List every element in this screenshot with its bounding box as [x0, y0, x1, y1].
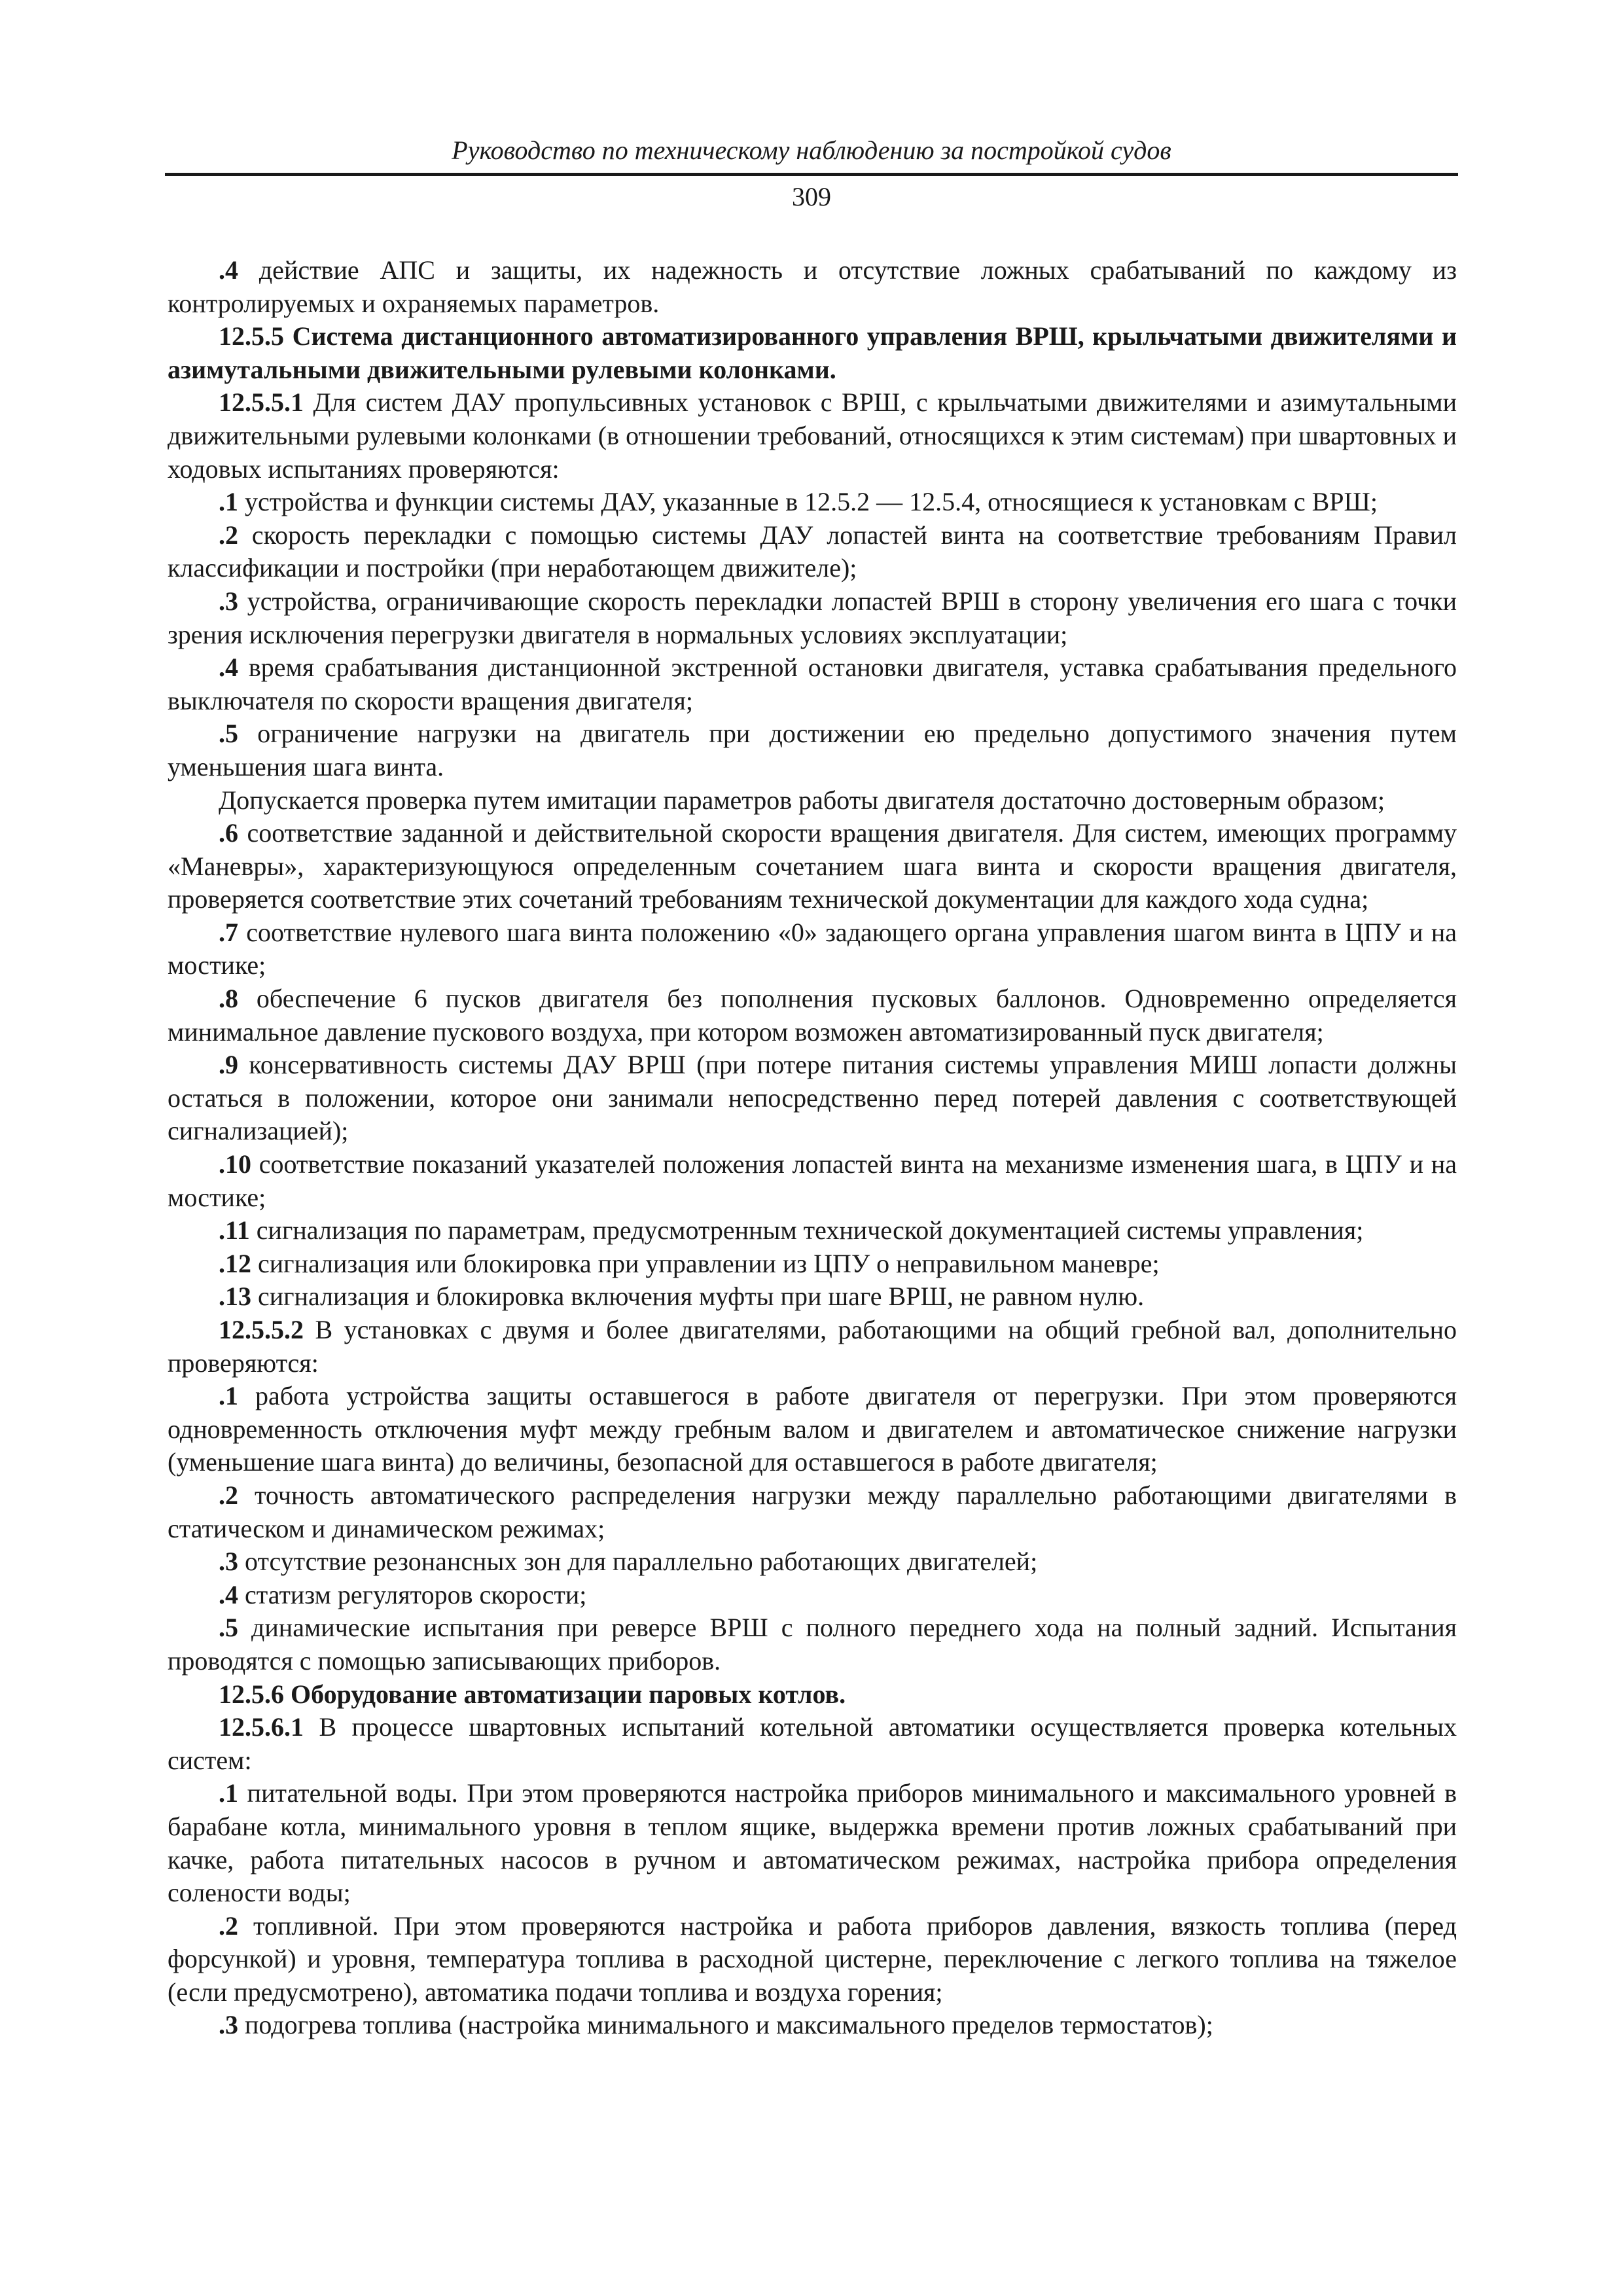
item-number: .3 [219, 1547, 238, 1577]
item-number: .7 [219, 917, 238, 947]
section-heading-12-5-5: 12.5.5 Система дистанционного автоматизированного управления ВРШ, крыльчатыми движителями и азимутальными движительными рулевыми колонками. [168, 321, 1457, 384]
list-item [168, 1545, 1457, 1579]
paragraph-text: обеспечение 6 пусков двигателя без пополнения пусковых баллонов. Одновременно определяется минимальное давление пускового воздуха, при котором возможен автоматизированный пуск двигателя; [168, 984, 1457, 1047]
paragraph-text: ограничение нагрузки на двигатель при достижении ею предельно допустимого значения путем уменьшения шага винта. [168, 719, 1457, 781]
item-number: .1 [219, 1778, 238, 1808]
paragraph-text: точность автоматического распределения нагрузки между параллельно работающими двигателями в статическом и динамическом режимах; [168, 1480, 1457, 1543]
list-item [168, 1280, 1457, 1314]
item-number: .4 [219, 1579, 238, 1609]
list-item [168, 585, 1457, 651]
list-item [168, 916, 1457, 982]
list-item [168, 1049, 1457, 1148]
paragraph-text: Для систем ДАУ пропульсивных установок с ВРШ, с крыльчатыми движителями и азимутальными движительными рулевыми колонками (в отношении требований, относящихся к этим системам) при швартовных и ходовых испытаниях проверяются: [168, 387, 1457, 484]
paragraph-text: В установках с двумя и более двигателями, работающими на общий гребной вал, дополнительно проверяются: [168, 1315, 1457, 1378]
paragraph-text: динамические испытания при реверсе ВРШ с полного переднего хода на полный задний. Испытания проводятся с помощью записывающих приборов. [168, 1613, 1457, 1676]
body-text [168, 254, 1457, 2042]
item-number: .2 [219, 520, 238, 550]
list-item [168, 486, 1457, 519]
paragraph-text: действие АПС и защиты, их надежность и отсутствие ложных срабатываний по каждому из контролируемых и охраняемых параметров. [168, 255, 1457, 318]
paragraph-note: Допускается проверка путем имитации параметров работы двигателя достаточно достоверным образом; [219, 785, 1385, 815]
item-number: .12 [219, 1248, 251, 1278]
paragraph-12-5-6-1 [168, 1711, 1457, 1777]
paragraph-text: время срабатывания дистанционной экстренной остановки двигателя, уставка срабатывания предельного выключателя по скорости вращения двигателя; [168, 653, 1457, 715]
item-number: .11 [219, 1215, 250, 1246]
paragraph-text: работа устройства защиты оставшегося в работе двигателя от перегрузки. При этом проверяются одновременность отключения муфт между гребным валом и двигателем и автоматическое снижение нагрузки (уменьшение шага винта) до величины, безопасной для оставшегося в работе двигателя; [168, 1381, 1457, 1477]
list-item [168, 1380, 1457, 1479]
paragraph-text: статизм регуляторов скорости; [238, 1579, 587, 1609]
paragraph-text: сигнализация по параметрам, предусмотренным технической документацией системы управления; [249, 1215, 1364, 1246]
item-number: .6 [219, 818, 238, 848]
item-number: .1 [219, 1381, 238, 1411]
list-item [168, 1777, 1457, 1909]
item-number: .2 [219, 1910, 238, 1941]
page-number: 309 [792, 182, 831, 211]
list-item [168, 982, 1457, 1049]
paragraph-text: сигнализация и блокировка включения муфты при шаге ВРШ, не равном нулю. [251, 1282, 1145, 1312]
list-item [168, 1479, 1457, 1545]
list-item [168, 519, 1457, 585]
list-item [168, 1214, 1457, 1247]
list-item [168, 651, 1457, 717]
item-number: .2 [219, 1480, 238, 1510]
paragraph-text: питательной воды. При этом проверяются настройка приборов минимального и максимального уровней в барабане котла, минимального уровня в теплом ящике, выдержка времени против ложных срабатываний при качке, работа питательных насосов в ручном и автоматическом режимах, настройка прибора определения солености воды; [168, 1778, 1457, 1908]
item-number: 12.5.5.1 [219, 387, 304, 418]
item-number: .9 [219, 1050, 238, 1080]
paragraph-text: подогрева топлива (настройка минимального и максимального пределов термостатов); [238, 2010, 1213, 2040]
item-number: .3 [219, 586, 238, 616]
header-rule [165, 173, 1458, 176]
paragraph-text: скорость перекладки с помощью системы ДАУ лопастей винта на соответствие требованиям Правил классификации и постройки (при неработающем движителе); [168, 520, 1457, 583]
paragraph-text: устройства и функции системы ДАУ, указанные в 12.5.2 — 12.5.4, относящиеся к установкам с ВРШ; [238, 487, 1378, 517]
item-number: .3 [219, 2010, 238, 2040]
paragraph-text: отсутствие резонансных зон для параллельно работающих двигателей; [238, 1547, 1038, 1577]
list-item [168, 1247, 1457, 1281]
paragraph-12-5-5-1 [168, 386, 1457, 486]
paragraph-text: устройства, ограничивающие скорость перекладки лопастей ВРШ в сторону увеличения его шага с точки зрения исключения перегрузки двигателя в нормальных условиях эксплуатации; [168, 586, 1457, 649]
item-number: .4 [219, 653, 238, 683]
list-item [168, 817, 1457, 916]
list-item [168, 1148, 1457, 1214]
list-item [168, 1611, 1457, 1677]
item-number: .8 [219, 984, 238, 1014]
paragraph-text: В процессе швартовных испытаний котельной автоматики осуществляется проверка котельных систем: [168, 1712, 1457, 1775]
item-number: .5 [219, 1613, 238, 1643]
list-item [168, 2009, 1457, 2042]
running-header: Руководство по техническому наблюдению за постройкой судов [452, 135, 1171, 165]
item-number: .13 [219, 1282, 251, 1312]
paragraph-text: соответствие заданной и действительной скорости вращения двигателя. Для систем, имеющих программу «Маневры», характеризующуюся определенным сочетанием шага винта и скорости вращения двигателя, проверяется соответствие этих сочетаний требованиям технической документации для каждого хода судна; [168, 818, 1457, 914]
item-number: .1 [219, 487, 238, 517]
list-item [168, 717, 1457, 783]
paragraph-text: топливной. При этом проверяются настройка и работа приборов давления, вязкость топлива (перед форсункой) и уровня, температура топлива в расходной цистерне, переключение с легкого топлива на тяжелое (если предусмотрено), автоматика подачи топлива и воздуха горения; [168, 1910, 1457, 2007]
paragraph-text: соответствие показаний указателей положения лопастей винта на механизме изменения шага, в ЦПУ и на мостике; [168, 1149, 1457, 1212]
item-number: .4 [219, 255, 238, 285]
item-number: 12.5.6.1 [219, 1712, 304, 1742]
list-item [168, 1579, 1457, 1612]
item-number: .5 [219, 719, 238, 749]
item-number: 12.5.5.2 [219, 1315, 304, 1344]
paragraph-text: соответствие нулевого шага винта положению «0» задающего органа управления шагом винта в ЦПУ и на мостике; [168, 917, 1457, 980]
list-item [168, 1910, 1457, 2009]
paragraph-item-4-aps [168, 254, 1457, 320]
paragraph-text: консервативность системы ДАУ ВРШ (при потере питания системы управления МИШ лопасти должны остаться в положении, которое они занимали непосредственно перед потерей давления с соответствующей сигнализацией); [168, 1050, 1457, 1146]
paragraph-12-5-5-2 [168, 1314, 1457, 1380]
paragraph-text: сигнализация или блокировка при управлении из ЦПУ о неправильном маневре; [251, 1248, 1160, 1278]
section-heading-12-5-6: 12.5.6 Оборудование автоматизации паровых котлов. [219, 1679, 846, 1709]
item-number: .10 [219, 1149, 251, 1179]
